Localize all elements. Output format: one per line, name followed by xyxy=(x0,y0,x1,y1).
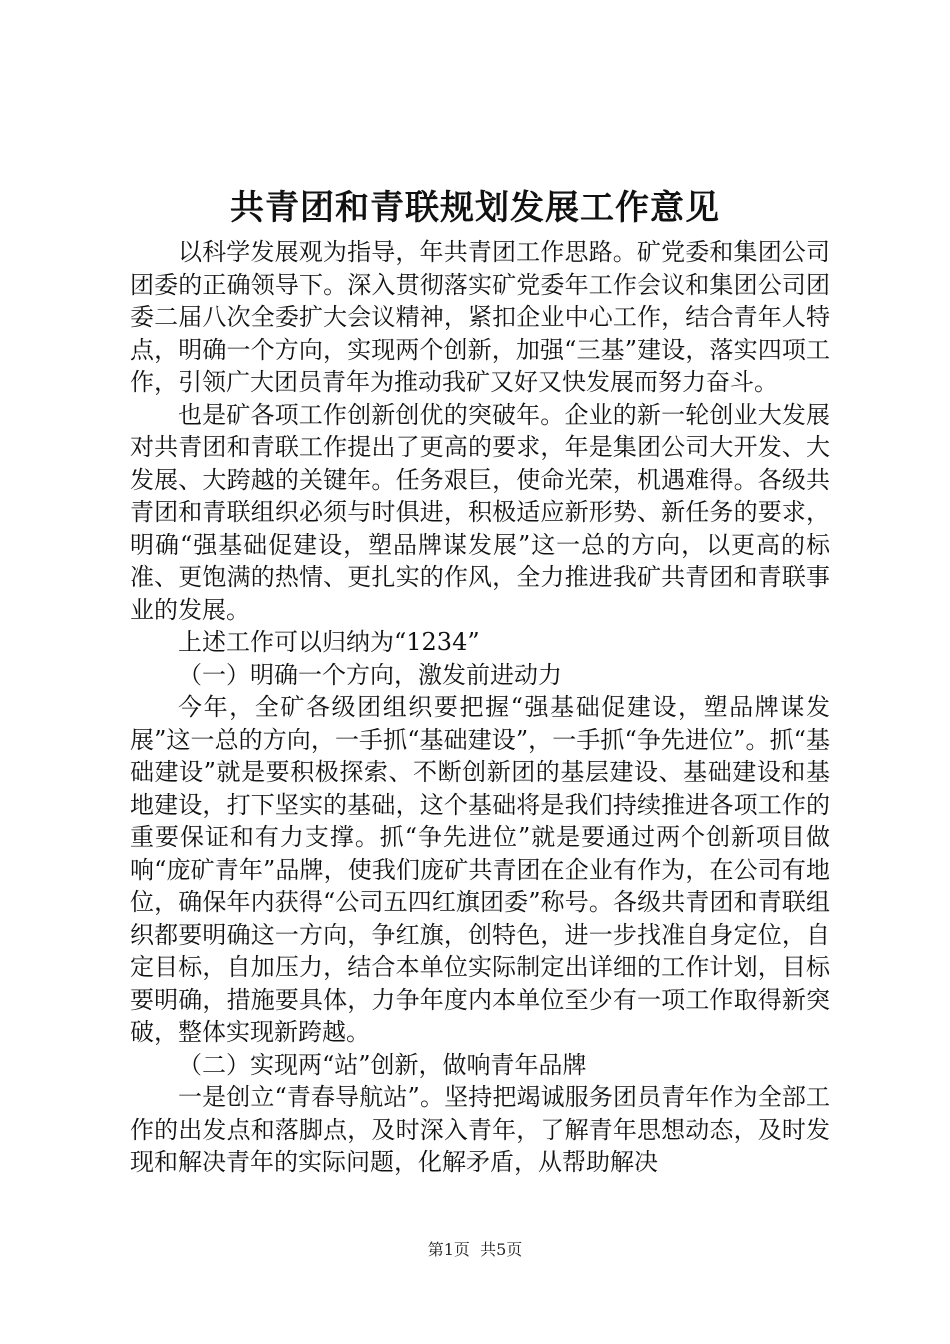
page-footer xyxy=(0,1238,950,1262)
paragraph: 一是创立“青春导航站”。坚持把竭诚服务团员青年作为全部工作的出发点和落脚点，及时深入青年，了解青年思想动态，及时发现和解决青年的实际问题，化解矛盾，从帮助解决 xyxy=(130,1083,830,1176)
section-heading: （二）实现两“站”创新，做响青年品牌 xyxy=(178,1050,587,1079)
paragraph: 上述工作可以归纳为“1234” xyxy=(178,628,480,656)
paragraph: 以科学发展观为指导，年共青团工作思路。矿党委和集团公司团委的正确领导下。深入贯彻落实矿党委年工作会议和集团公司团委二届八次全委扩大会议精神，紧扣企业中心工作，结合青年人特点，明确一个方向，实现两个创新，加强“三基”建设，落实四项工作，引领广大团员青年为推动我矿又好又快发展而努力奋斗。 xyxy=(130,238,830,396)
section-heading: （一）明确一个方向，激发前进动力 xyxy=(178,660,562,689)
page-number: 第1页 xyxy=(427,1240,470,1259)
paragraph: 也是矿各项工作创新创优的突破年。企业的新一轮创业大发展对共青团和青联工作提出了更高的要求，年是集团公司大开发、大发展、大跨越的关键年。任务艰巨，使命光荣，机遇难得。各级共青团和青联组织必须与时俱进，积极适应新形势、新任务的要求，明确“强基础促建设，塑品牌谋发展”这一总的方向，以更高的标准、更饱满的热情、更扎实的作风，全力推进我矿共青团和青联事业的发展。 xyxy=(130,400,830,624)
page-total: 共5页 xyxy=(480,1240,523,1259)
paragraph: 今年，全矿各级团组织要把握“强基础促建设，塑品牌谋发展”这一总的方向，一手抓“基础建设”，一手抓“争先进位”。抓“基础建设”就是要积极探索、不断创新团的基层建设、基础建设和基地建设，打下坚实的基础，这个基础将是我们持续推进各项工作的重要保证和有力支撑。抓“争先进位”就是要通过两个创新项目做响“庞矿青年”品牌，使我们庞矿共青团在企业有作为，在公司有地位，确保年内获得“公司五四红旗团委”称号。各级共青团和青联组织都要明确这一方向，争红旗，创特色，进一步找准自身定位，自定目标，自加压力，结合本单位实际制定出详细的工作计划，目标要明确，措施要具体，力争年度内本单位至少有一项工作取得新突破，整体实现新跨越。 xyxy=(130,693,830,1046)
document-body xyxy=(130,236,830,1179)
document-title: 共青团和青联规划发展工作意见 xyxy=(230,188,720,228)
